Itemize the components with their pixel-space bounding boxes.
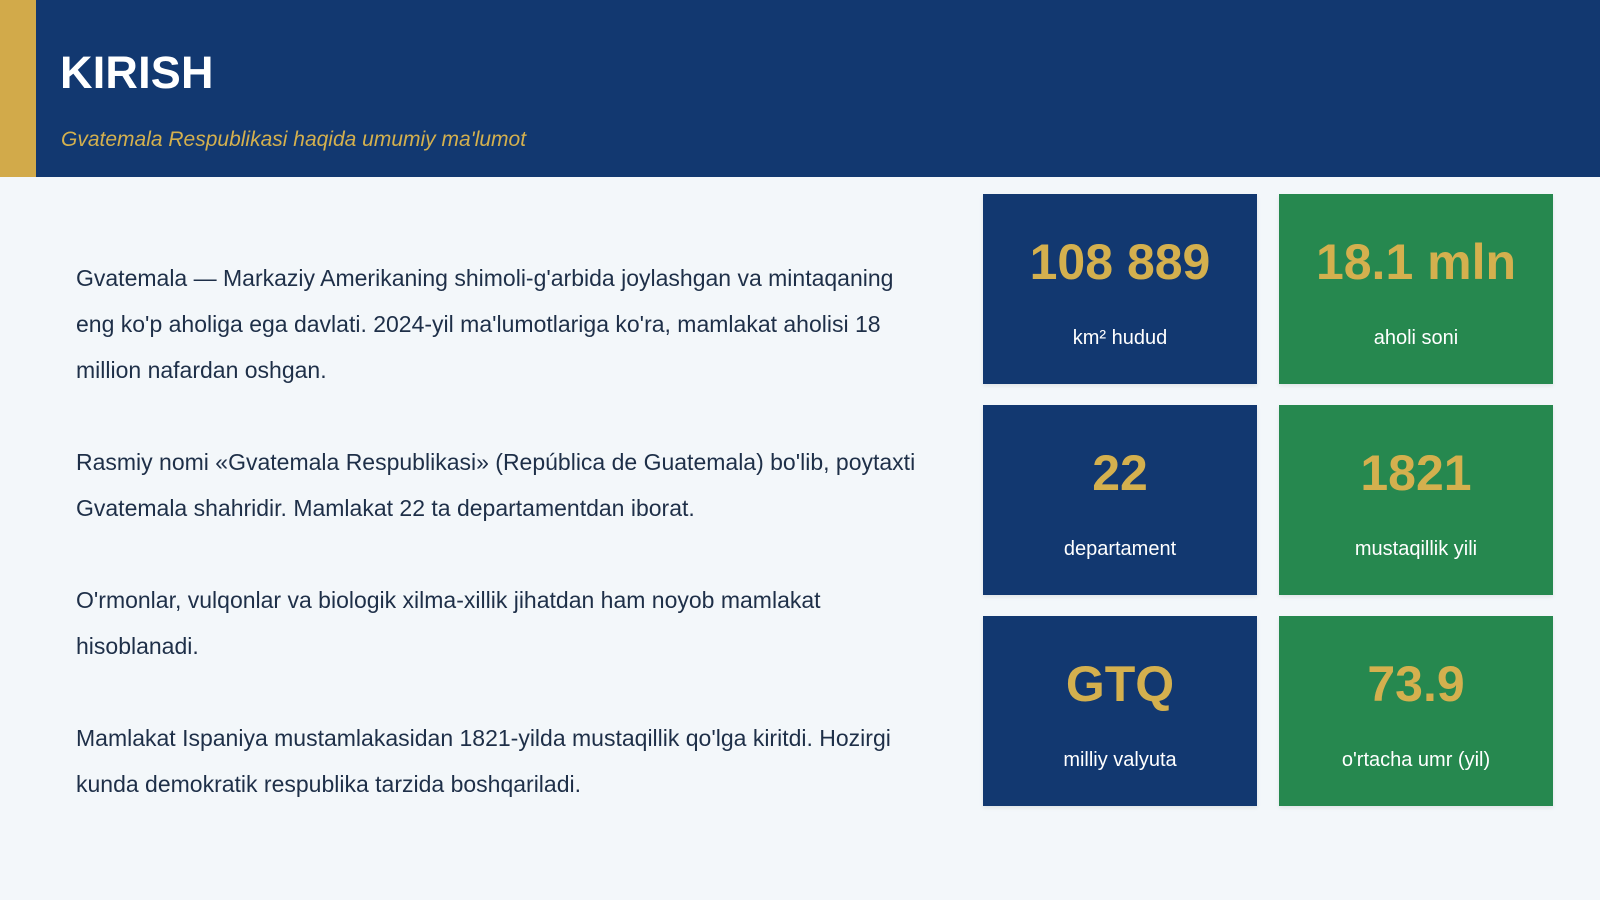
stat-card-departments (983, 405, 1257, 595)
stat-value: GTQ (1065, 656, 1175, 712)
stat-value: 108 889 (1029, 234, 1211, 290)
stat-value: 22 (1092, 445, 1148, 501)
stat-label: o'rtacha umr (yil) (1341, 749, 1491, 771)
intro-paragraph: Rasmiy nomi «Gvatemala Respublikasi» (República de Guatemala) bo'lib, poytaxti Gvatemala shahridir. Mamlakat 22 ta departamentdan iborat. (76, 449, 916, 521)
stat-card-independence (1279, 405, 1553, 595)
page-title: KIRISH (60, 47, 214, 98)
stat-label: km² hudud (1072, 327, 1168, 349)
page-subtitle: Gvatemala Respublikasi haqida umumiy ma'lumot (61, 128, 527, 151)
intro-paragraph: O'rmonlar, vulqonlar va biologik xilma-xillik jihatdan ham noyob mamlakat hisoblanadi. (76, 587, 821, 659)
stat-card-population (1279, 194, 1553, 384)
stat-value: 18.1 mln (1315, 234, 1517, 290)
header-bar (0, 0, 1600, 177)
intro-text (76, 255, 926, 853)
intro-paragraph: Gvatemala — Markaziy Amerikaning shimoli-g'arbida joylashgan va mintaqaning eng ko'p aholiga ega davlati. 2024-yil ma'lumotlariga ko'ra, mamlakat aholisi 18 million nafardan oshgan. (76, 265, 894, 383)
stats-grid (983, 194, 1555, 806)
stat-card-life-expectancy (1279, 616, 1553, 806)
stat-label: departament (1063, 538, 1177, 560)
stat-label: mustaqillik yili (1354, 538, 1478, 560)
stat-value: 1821 (1360, 445, 1472, 501)
stat-value: 73.9 (1367, 656, 1465, 712)
stat-card-area (983, 194, 1257, 384)
intro-paragraph: Mamlakat Ispaniya mustamlakasidan 1821-yilda mustaqillik qo'lga kiritdi. Hozirgi kunda demokratik respublika tarzida boshqariladi. (76, 725, 891, 797)
header-accent-stripe (0, 0, 36, 177)
stat-label: milliy valyuta (1063, 749, 1177, 771)
stat-card-currency (983, 616, 1257, 806)
stat-label: aholi soni (1373, 327, 1459, 349)
